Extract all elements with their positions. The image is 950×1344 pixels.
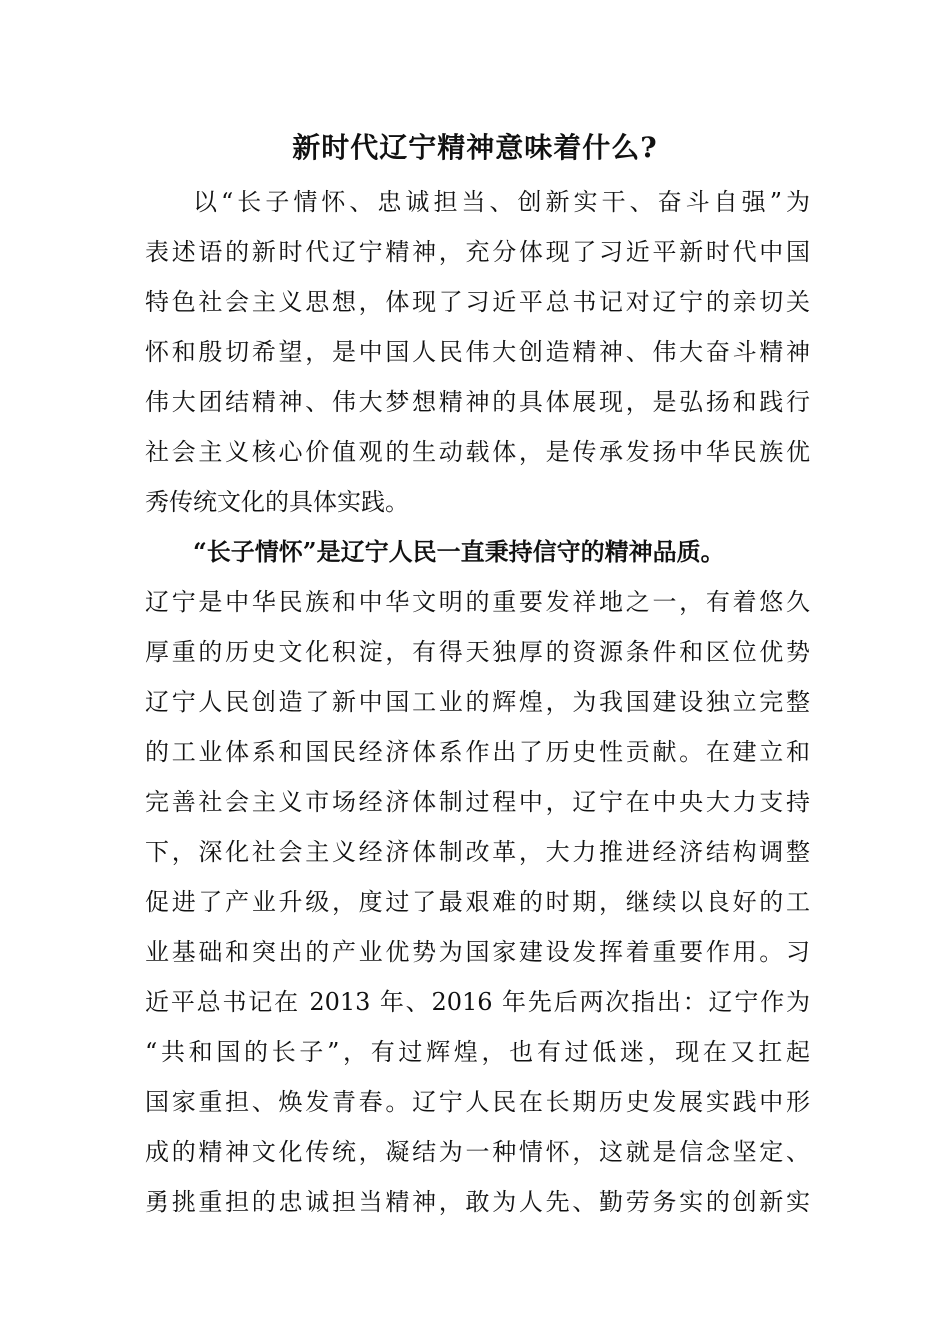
paragraph-line: 的工业体系和国民经济体系作出了历史性贡献。在建立和 [145, 738, 810, 766]
paragraph-line: 近平总书记在 2013 年、2016 年先后两次指出：辽宁作为 [145, 988, 810, 1016]
paragraph-line: 秀传统文化的具体实践。 [145, 488, 409, 516]
paragraph-line: 表述语的新时代辽宁精神，充分体现了习近平新时代中国 [145, 238, 810, 266]
paragraph-line: 厚重的历史文化积淀，有得天独厚的资源条件和区位优势 [145, 638, 810, 666]
paragraph-line: 国家重担、焕发青春。辽宁人民在长期历史发展实践中形 [145, 1088, 810, 1116]
paragraph-line: 特色社会主义思想，体现了习近平总书记对辽宁的亲切关 [145, 288, 810, 316]
paragraph-line: 完善社会主义市场经济体制过程中，辽宁在中央大力支持 [145, 788, 810, 816]
paragraph-line: 勇挑重担的忠诚担当精神，敢为人先、勤劳务实的创新实 [145, 1188, 810, 1216]
paragraph-line: 辽宁是中华民族和中华文明的重要发祥地之一，有着悠久 [145, 588, 810, 616]
paragraph-line: 以“长子情怀、忠诚担当、创新实干、奋斗自强”为 [193, 188, 810, 216]
paragraph-line: 辽宁人民创造了新中国工业的辉煌，为我国建设独立完整 [145, 688, 810, 716]
paragraph-line: 业基础和突出的产业优势为国家建设发挥着重要作用。习 [145, 938, 810, 966]
paragraph-line: 下，深化社会主义经济体制改革，大力推进经济结构调整 [145, 838, 810, 866]
paragraph-line: 促进了产业升级，度过了最艰难的时期，继续以良好的工 [145, 888, 810, 916]
section-heading: “长子情怀”是辽宁人民一直秉持信守的精神品质。 [193, 537, 725, 566]
paragraph-line: 成的精神文化传统，凝结为一种情怀，这就是信念坚定、 [145, 1138, 810, 1166]
paragraph-line: “共和国的长子”，有过辉煌，也有过低迷，现在又扛起 [145, 1038, 810, 1066]
paragraph-line: 社会主义核心价值观的生动载体，是传承发扬中华民族优 [145, 438, 810, 466]
paragraph-line: 伟大团结精神、伟大梦想精神的具体展现，是弘扬和践行 [145, 388, 810, 416]
paragraph-line: 怀和殷切希望，是中国人民伟大创造精神、伟大奋斗精神 [145, 338, 810, 366]
document-title: 新时代辽宁精神意味着什么? [292, 131, 658, 164]
